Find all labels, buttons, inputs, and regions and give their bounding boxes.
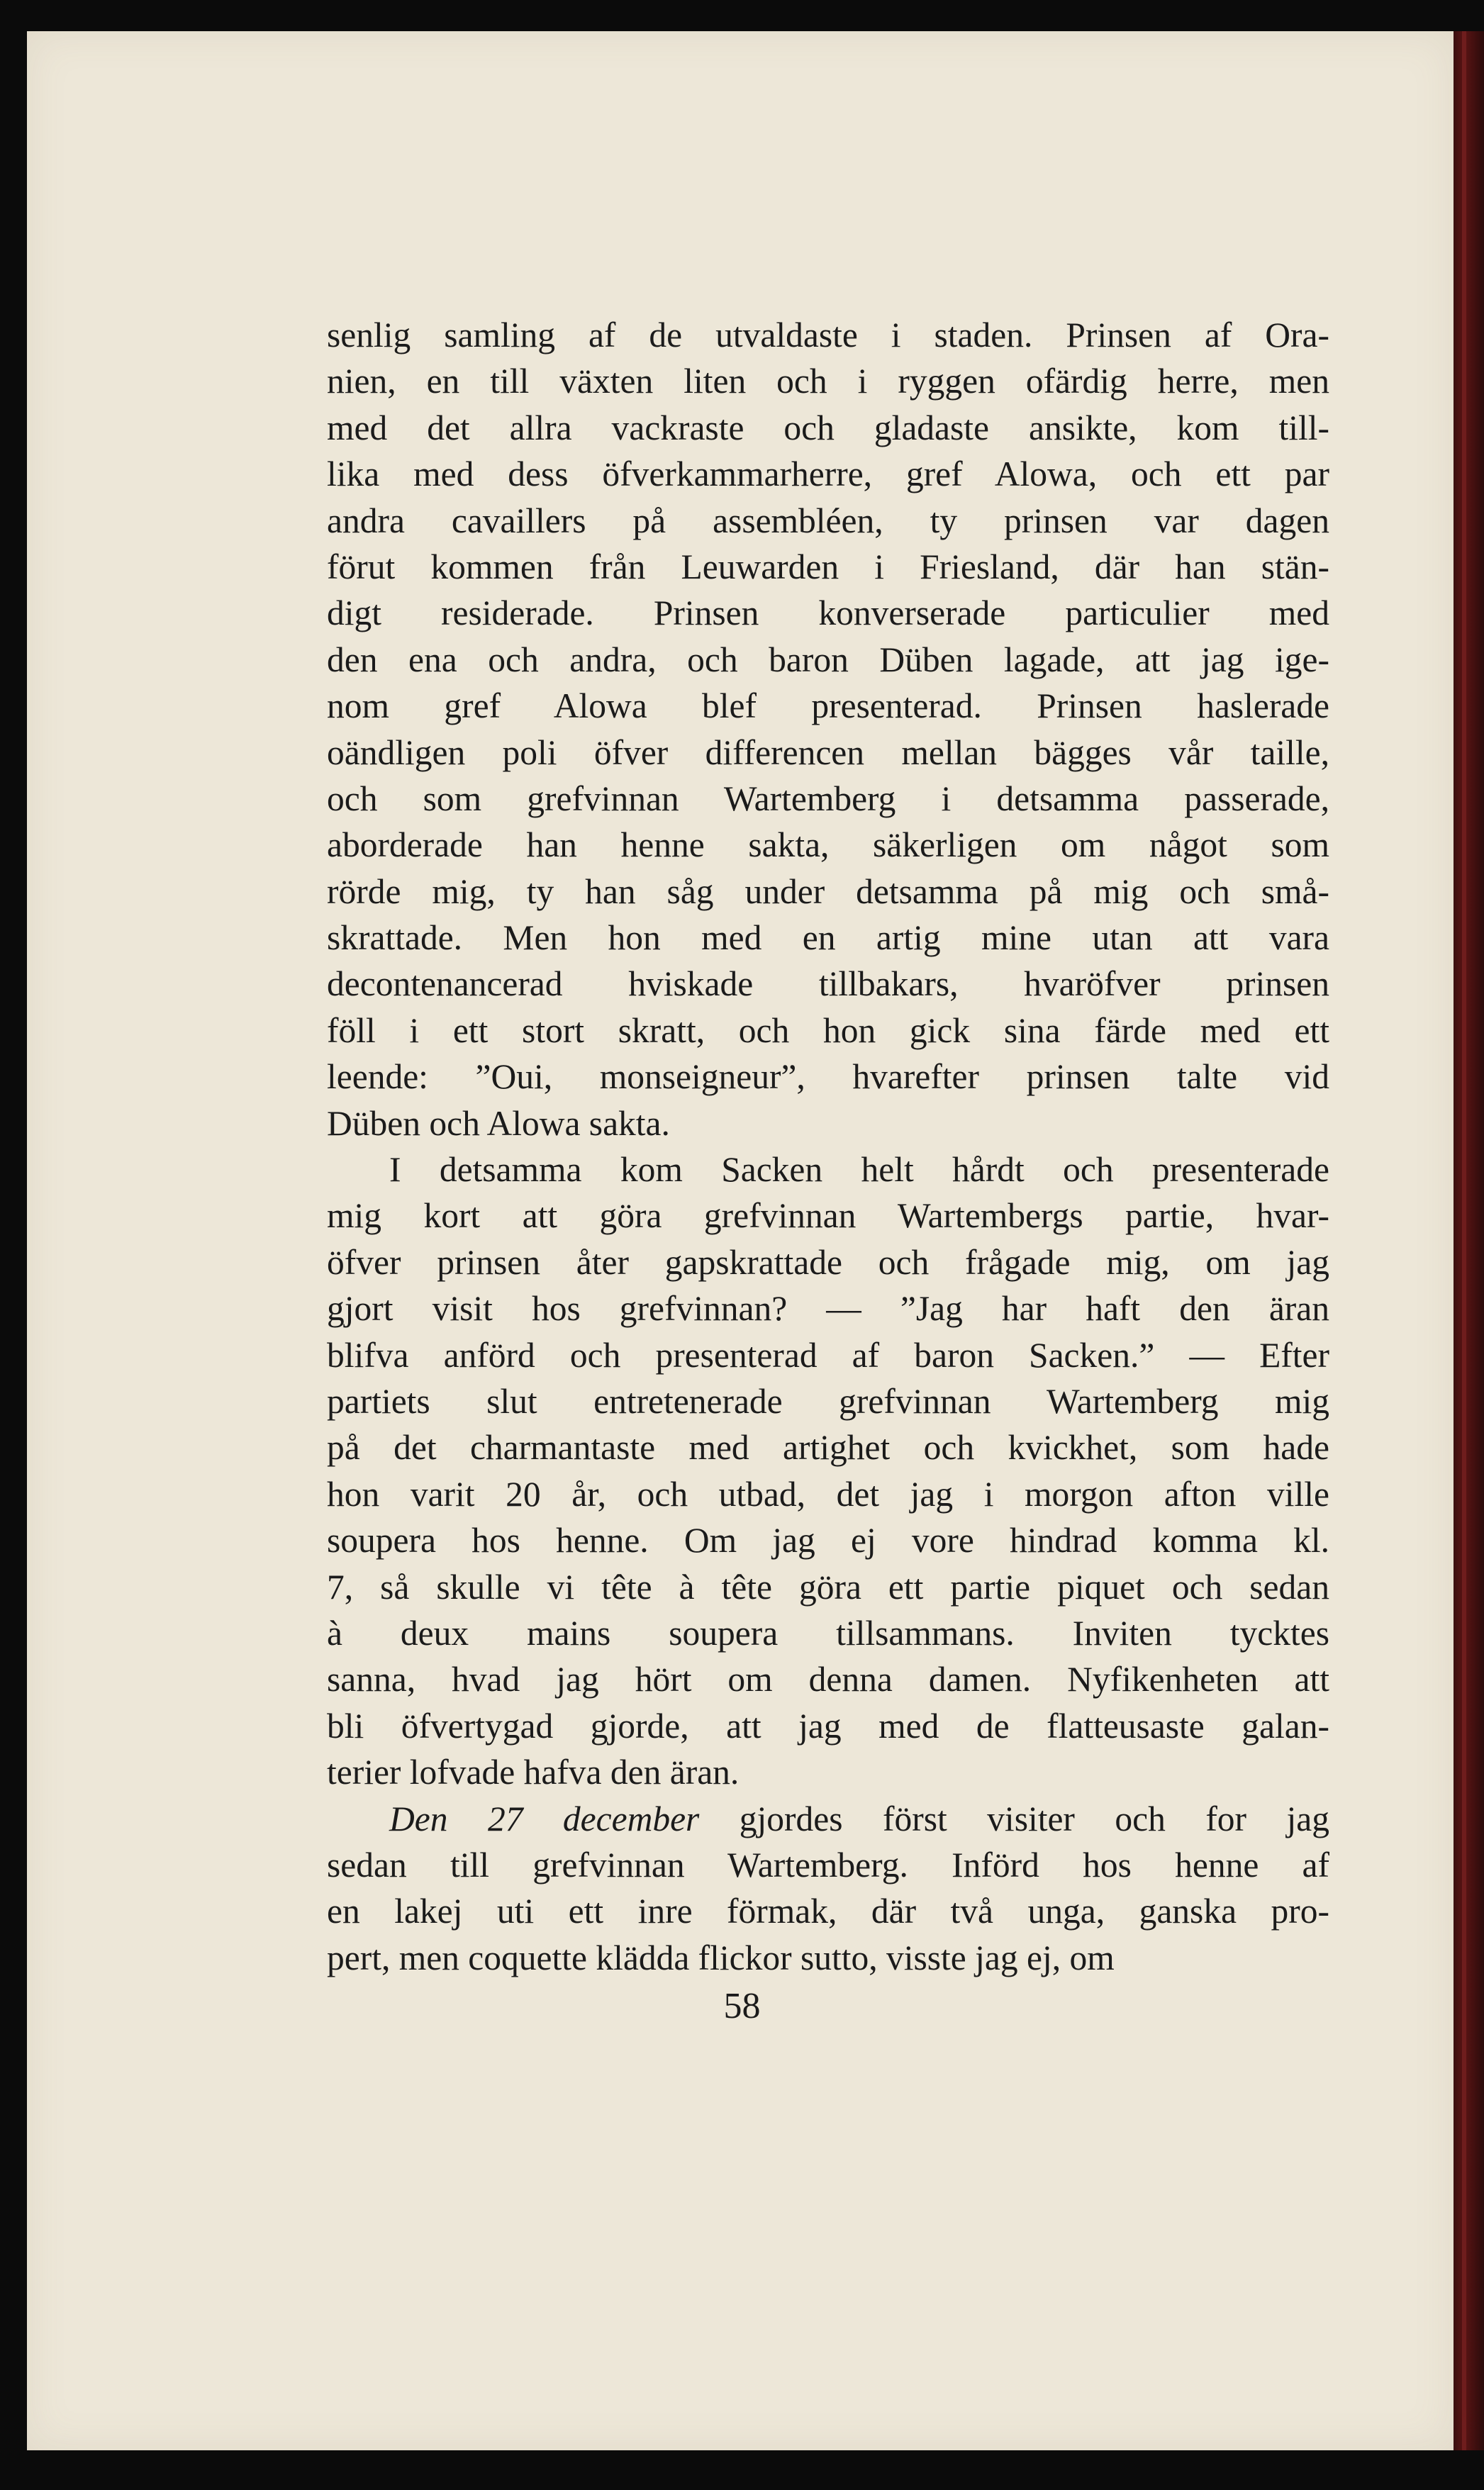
paragraph-line: decontenancerad hviskade tillbakars, hvaröfver prinsen [327, 964, 1329, 1004]
paragraph-line: öfver prinsen åter gapskrattade och frågade mig, om jag [327, 1242, 1329, 1282]
paragraph-line: oändligen poli öfver differencen mellan bägges vår taille, [327, 732, 1329, 772]
book-cover-edge-highlight [1462, 31, 1466, 2450]
paragraph-line [327, 1796, 1329, 1842]
paragraph-line: skrattade. Men hon med en artig mine utan att vara [327, 918, 1329, 958]
paragraph-line: partiets slut entretenerade grefvinnan Wartemberg mig [327, 1381, 1329, 1421]
paragraph-line: föll i ett stort skratt, och hon gick sina färde med ett [327, 1010, 1329, 1050]
paragraph-line: förut kommen från Leuwarden i Friesland, där han stän- [327, 547, 1329, 586]
paragraph-line: och som grefvinnan Wartemberg i detsamma passerade, [327, 778, 1329, 818]
paragraph-line: hon varit 20 år, och utbad, det jag i morgon afton ville [327, 1474, 1329, 1514]
paragraph-line: nom gref Alowa blef presenterad. Prinsen haslerade [327, 686, 1329, 726]
paragraph-line: leende: ”Oui, monseigneur”, hvarefter prinsen talte vid [327, 1057, 1329, 1097]
paragraph-1 [327, 312, 1329, 1146]
paragraph-line: nien, en till växten liten och i ryggen ofärdig herre, men [327, 362, 1329, 401]
paragraph-line: med det allra vackraste och gladaste ansikte, kom till- [327, 408, 1329, 447]
paragraph-3 [327, 1796, 1329, 1982]
line-text: gjordes först visiter och for jag [699, 1799, 1329, 1838]
paragraph-line: gjort visit hos grefvinnan? — ”Jag har haft den äran [327, 1289, 1329, 1329]
paragraph-line: aborderade han henne sakta, säkerligen om något som [327, 825, 1329, 865]
paragraph-line: lika med dess öfverkammarherre, gref Alowa, och ett par [327, 454, 1329, 494]
paragraph-line: sanna, hvad jag hört om denna damen. Nyfikenheten att [327, 1660, 1329, 1699]
paragraph-line: bli öfvertygad gjorde, att jag med de flatteusaste galan- [327, 1706, 1329, 1746]
paragraph-line: I detsamma kom Sacken helt hårdt och presenterade [389, 1150, 1329, 1190]
paragraph-line: senlig samling af de utvaldaste i staden. Prinsen af Ora- [327, 316, 1329, 354]
paragraph-line: en lakej uti ett inre förmak, där två unga, ganska pro- [327, 1892, 1329, 1931]
paragraph-line: på det charmantaste med artighet och kvickhet, som hade [327, 1428, 1329, 1468]
paragraph-line: 7, så skulle vi tête à tête göra ett partie piquet och sedan [327, 1567, 1329, 1607]
paragraph-line: den ena och andra, och baron Düben lagade, att jag ige- [327, 640, 1329, 679]
paragraph-line: mig kort att göra grefvinnan Wartembergs partie, hvar- [327, 1196, 1329, 1236]
paragraph-line: pert, men coquette klädda flickor sutto, visste jag ej, om [327, 1938, 1115, 1977]
paragraph-line: blifva anförd och presenterad af baron Sacken.” — Efter [327, 1335, 1329, 1375]
paragraph-line: rörde mig, ty han såg under detsamma på mig och små- [327, 871, 1329, 911]
body-text [327, 312, 1329, 1981]
paragraph-line: terier lofvade hafva den äran. [327, 1753, 740, 1792]
page-number: 58 [723, 1986, 761, 2026]
paragraph-line: soupera hos henne. Om jag ej vore hindrad komma kl. [327, 1521, 1329, 1561]
paragraph-2 [327, 1146, 1329, 1795]
paragraph-line: à deux mains soupera tillsammans. Inviten tycktes [327, 1613, 1329, 1653]
book-cover-edge [1454, 31, 1484, 2450]
date-heading: Den 27 december [389, 1799, 700, 1838]
paragraph-line: sedan till grefvinnan Wartemberg. Införd hos henne af [327, 1845, 1329, 1885]
paragraph-line: Düben och Alowa sakta. [327, 1103, 670, 1143]
paragraph-line: andra cavaillers på assembléen, ty prinsen var dagen [327, 501, 1329, 540]
paragraph-line: digt residerade. Prinsen konverserade particulier med [327, 593, 1329, 633]
